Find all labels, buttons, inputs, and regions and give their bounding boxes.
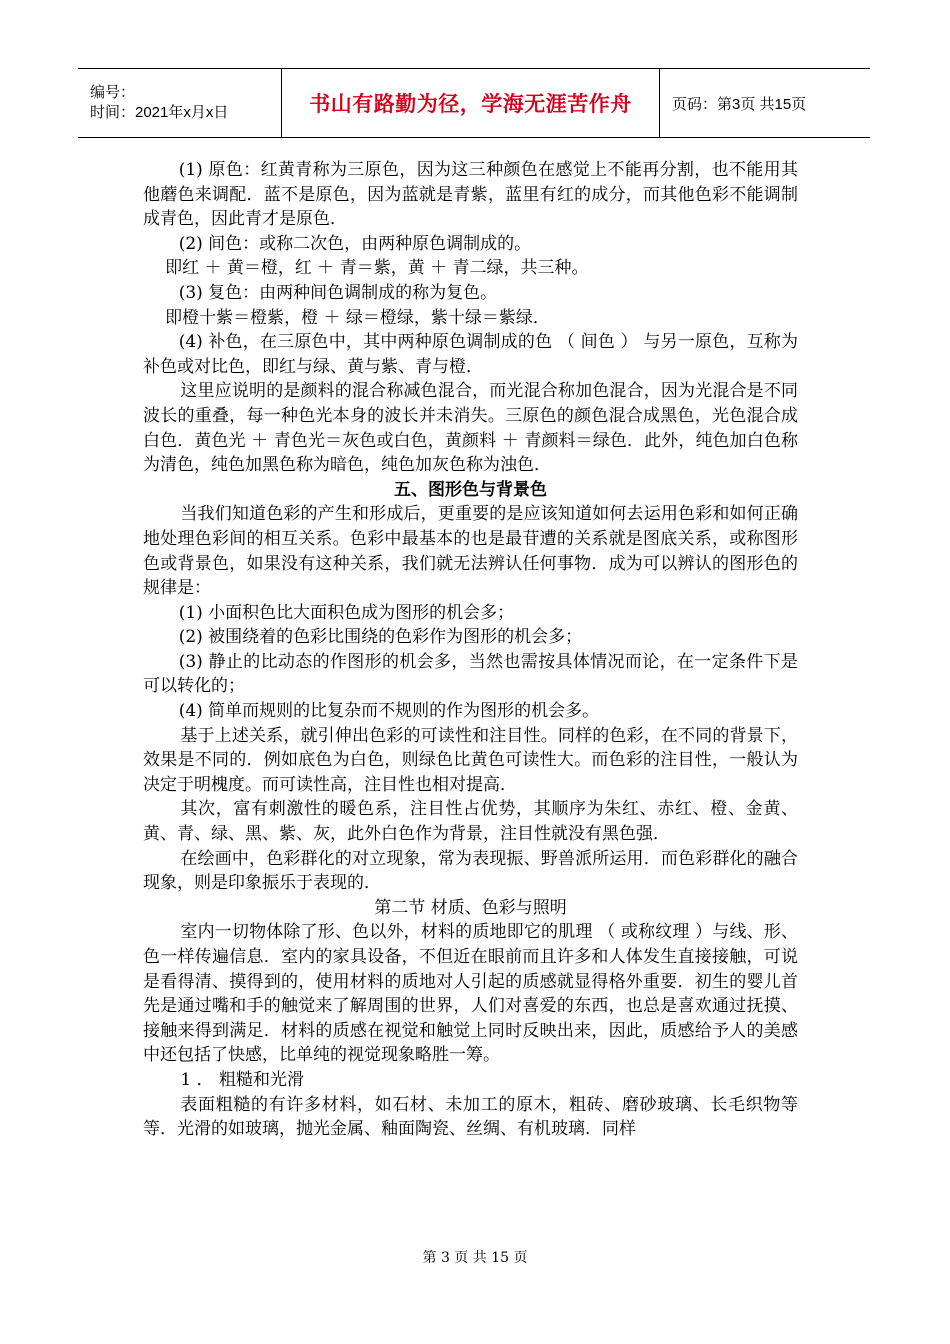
paragraph-color-mixing: 这里应说明的是颜料的混合称减色混合，而光混合称加色混合，因为光混合是不同波长的重叠，每一种色光本身的波长并未消失。三原色的颜色混合成黑色，光色混合成白色．黄色光 ＋ 青色光＝灰色或白色，黄颜料 ＋ 青颜料＝绿色．此外，纯色加白色称为清色，纯色加黑色称为暗色，纯色加灰色称为浊色． bbox=[143, 381, 798, 476]
header-page-number: 页码：第3页 共15页 bbox=[672, 95, 807, 113]
header-motto-cell bbox=[281, 69, 660, 137]
list-item-rule-4: (4) 简单而规则的比复杂而不规则的作为图形的机会多。 bbox=[178, 701, 600, 722]
paragraph-figure-ground-intro: 当我们知道色彩的产生和形成后，更重要的是应该知道如何去运用色彩和如何正确地处理色彩间的相互关系。色彩中最基本的也是最苷遭的关系就是图底关系，或称图形色或背景色，如果没有这种关系，我们就无法辨认任何事物．成为可以辨认的图形色的规律是： bbox=[143, 504, 798, 599]
paragraph-painting: 在绘画中，色彩群化的对立现象，常为表现振、野兽派所运用．而色彩群化的融合现象，则是印象振乐于表现的． bbox=[143, 848, 798, 894]
list-item-rule-1: (1) 小面积色比大面积色成为图形的机会多； bbox=[178, 602, 515, 623]
paragraph-tertiary-formula: 即橙十紫＝橙紫，橙 ＋ 绿＝橙绿，紫十绿＝紫绿． bbox=[165, 307, 550, 328]
list-item-rule-2: (2) 被围绕着的色彩比围绕的色彩作为图形的机会多； bbox=[178, 627, 583, 648]
paragraph-warm-colors: 其次，富有刺激性的暖色系，注目性占优势，其顺序为朱红、赤红、橙、金黄、黄、青、绿、黑、紫、灰，此外白色作为背景，注目性就没有黑色强． bbox=[143, 799, 798, 845]
paragraph-materials-intro: 室内一切物体除了形、色以外，材料的质地即它的肌理 （ 或称纹理 ）与线、形、色一样传遍信息．室内的家具设备，不但近在眼前而且许多和人体发生直接接触，可说是看得清、摸得到的，使用材料的质地对人引起的质感就显得格外重要．初生的婴儿首先是通过嘴和手的触觉来了解周围的世界，人们对喜爱的东西，也总是喜欢通过抚摸、接触来得到满足．材料的质感在视觉和触觉上同时反映出来，因此，质感给予人的美感中还包括了快感，比单纯的视觉现象略胜一筹。 bbox=[143, 922, 798, 1066]
section-heading-figure-ground: 五、图形色与背景色 bbox=[394, 479, 547, 500]
page-footer: 第 3 页 共 15 页 bbox=[422, 1250, 528, 1266]
paragraph-tertiary-colors: (3) 复色：由两种间色调制成的称为复色。 bbox=[178, 282, 498, 303]
header-motto: 书山有路勤为径，学海无涯苦作舟 bbox=[309, 92, 632, 116]
document-body bbox=[143, 158, 798, 1142]
section-heading-materials: 第二节 材质、色彩与照明 bbox=[374, 897, 567, 918]
subheading-rough-smooth: 1 ． 粗糙和光滑 bbox=[180, 1069, 305, 1090]
paragraph-rough-materials: 表面粗糙的有许多材料，如石材、未加工的原木，粗砖、磨砂玻璃、长毛织物等等．光滑的如玻璃，抛光金属、釉面陶瓷、丝绸、有机玻璃．同样 bbox=[143, 1094, 798, 1140]
list-item-rule-3: (3) 静止的比动态的作图形的机会多，当然也需按具体情况而论，在一定条件下是可以转化的； bbox=[143, 651, 798, 697]
paragraph-primary-colors: (1) 原色：红黄青称为三原色，因为这三种颜色在感觉上不能再分割，也不能用其他蘑色来调配．蓝不是原色，因为蓝就是青紫，蓝里有红的成分，而其他色彩不能调制成青色，因此青才是原色． bbox=[143, 160, 798, 230]
paragraph-readability: 基于上述关系，就引伸出色彩的可读性和注目性。同样的色彩，在不同的背景下，效果是不同的．例如底色为白色，则绿色比黄色可读性大。而色彩的注目性，一般认为决定于明槐度。而可读性高，注目性也相对提高． bbox=[143, 725, 798, 795]
page-header bbox=[78, 68, 870, 138]
paragraph-secondary-colors: (2) 间色：或称二次色，由两种原色调制成的。 bbox=[178, 233, 532, 254]
document-date-label: 时间：2021年x月x日 bbox=[90, 104, 229, 121]
paragraph-complementary-colors: (4) 补色，在三原色中，其中两种原色调制成的色 （ 间色 ） 与另一原色，互称为补色或对比色，即红与绿、黄与紫、青与橙． bbox=[143, 332, 798, 377]
document-number-label: 编号： bbox=[90, 84, 136, 101]
paragraph-secondary-formula: 即红 ＋ 黄＝橙，红 ＋ 青＝紫，黄 ＋ 青二绿，共三种。 bbox=[165, 258, 589, 279]
header-page-cell bbox=[660, 69, 870, 137]
header-meta bbox=[78, 69, 281, 137]
